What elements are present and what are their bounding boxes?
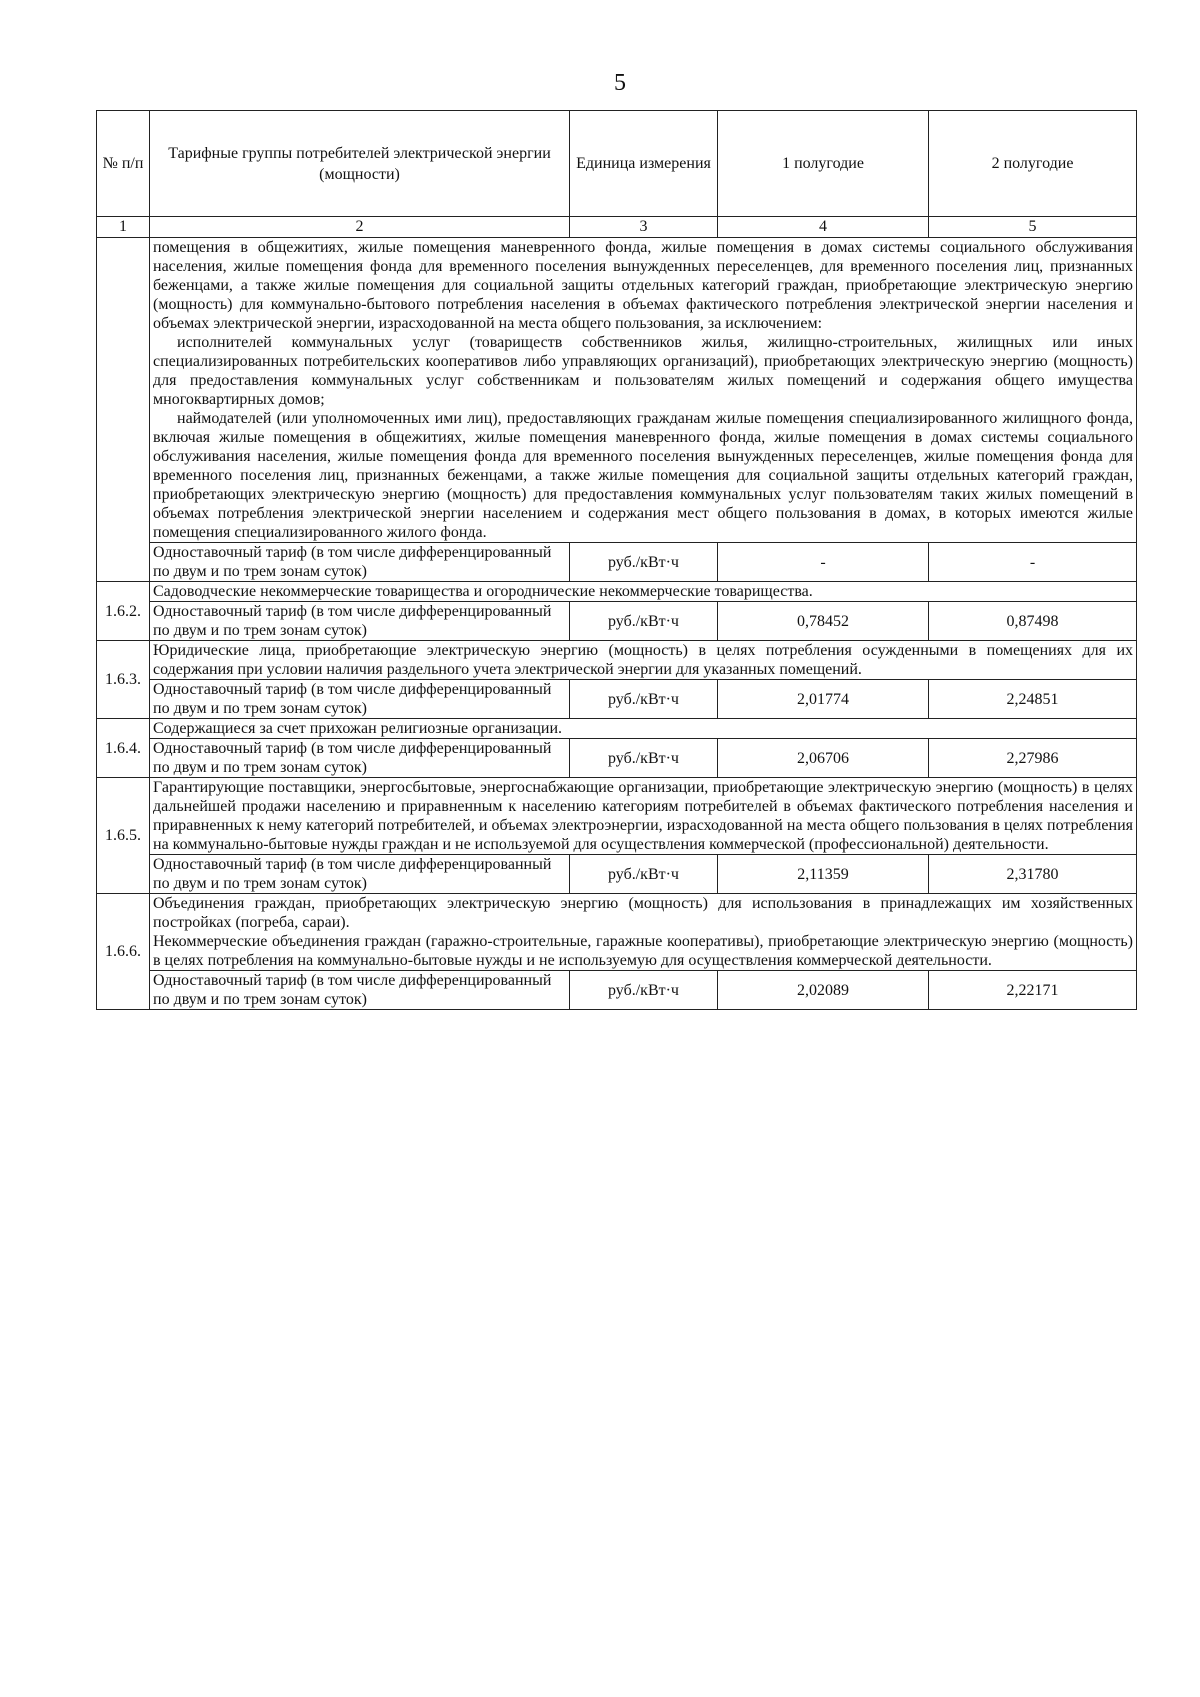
tariff-unit: руб./кВт·ч	[570, 739, 718, 778]
table-row	[97, 543, 1137, 582]
group-description: Гарантирующие поставщики, энергосбытовые, энергоснабжающие организации, приобретающие электрическую энергию (мощность) в целях дальнейшей продажи населению и приравненным к населению категориям потребителей в объемах фактического потребления населения и приравненных к нему категорий потребителей, и объемах электроэнергии, израсходованной на места общего пользования в целях потребления на коммунально-бытовые нужды граждан и не используемой для осуществления коммерческой (профессиональной) деятельности.	[150, 778, 1137, 855]
table-row	[97, 719, 1137, 739]
table-row	[97, 894, 1137, 971]
column-number: 3	[570, 217, 718, 238]
description-paragraph: помещения в общежитиях, жилые помещения маневренного фонда, жилые помещения в домах системы социального обслуживания населения, жилые помещения фонда для временного поселения вынужденных переселенцев, для временного поселения лиц, признанных беженцами, а также жилые помещения для социальной защиты отдельных категорий граждан, приобретающие электрическую энергию (мощность) для коммунально-бытового потребления населения в объемах фактического потребления электрической энергии населения и объемах электрической энергии, израсходованной на места общего пользования, за исключением:	[153, 239, 1133, 332]
group-description	[150, 238, 1137, 543]
table-row	[97, 680, 1137, 719]
tariff-unit: руб./кВт·ч	[570, 602, 718, 641]
table-row	[97, 971, 1137, 1010]
header-tariff-groups: Тарифные группы потребителей электрической энергии (мощности)	[150, 111, 570, 217]
tariff-value-h2: 2,24851	[929, 680, 1137, 719]
description-paragraph: исполнителей коммунальных услуг (товариществ собственников жилья, жилищно-строительных, жилищных или иных специализированных потребительских кооперативов либо управляющих организаций), приобретающих электрическую энергию (мощность) для предоставления коммунальных услуг собственникам и пользователям жилых помещений и содержания общего имущества многоквартирных домов;	[153, 334, 1133, 408]
tariff-name: Одноставочный тариф (в том числе дифференцированный по двум и по трем зонам суток)	[150, 971, 570, 1010]
tariff-value-h2: 2,22171	[929, 971, 1137, 1010]
tariff-value-h2: 2,31780	[929, 855, 1137, 894]
tariff-table	[96, 110, 1137, 1010]
description-paragraph: наймодателей (или уполномоченных ими лиц), предоставляющих гражданам жилые помещения специализированного жилищного фонда, включая жилые помещения в общежитиях, жилые помещения маневренного фонда, жилые помещения в домах системы социального обслуживания населения, жилые помещения фонда для временного поселения вынужденных переселенцев, жилые помещения фонда для временного поселения лиц, признанных беженцами, а также жилые помещения для социальной защиты отдельных категорий граждан, приобретающих электрическую энергию (мощность) для предоставления коммунальных услуг пользователям таких жилых помещений в объемах потребления электрической энергии населением и содержания мест общего пользования в домах, в которых имеются жилые помещения специализированного жилого фонда.	[153, 410, 1133, 541]
header-number: № п/п	[97, 111, 150, 217]
group-description	[150, 894, 1137, 971]
column-number: 5	[929, 217, 1137, 238]
table-row	[97, 855, 1137, 894]
tariff-value-h1: 2,06706	[718, 739, 929, 778]
group-description: Содержащиеся за счет прихожан религиозные организации.	[150, 719, 1137, 739]
tariff-unit: руб./кВт·ч	[570, 855, 718, 894]
tariff-unit: руб./кВт·ч	[570, 971, 718, 1010]
header-unit: Единица измерения	[570, 111, 718, 217]
tariff-value-h2: -	[929, 543, 1137, 582]
tariff-unit: руб./кВт·ч	[570, 543, 718, 582]
header-half-year-1: 1 полугодие	[718, 111, 929, 217]
tariff-value-h2: 2,27986	[929, 739, 1137, 778]
table-row	[97, 739, 1137, 778]
column-number-row	[97, 217, 1137, 238]
table-row	[97, 641, 1137, 680]
table-row	[97, 602, 1137, 641]
tariff-name: Одноставочный тариф (в том числе дифференцированный по двум и по трем зонам суток)	[150, 602, 570, 641]
table-row	[97, 778, 1137, 855]
table-header-row	[97, 111, 1137, 217]
row-number: 1.6.3.	[97, 641, 150, 719]
group-description: Юридические лица, приобретающие электрическую энергию (мощность) в целях потребления осужденными в помещениях для их содержания при условии наличия раздельного учета электрической энергии для указанных помещений.	[150, 641, 1137, 680]
table-row	[97, 238, 1137, 543]
tariff-name: Одноставочный тариф (в том числе дифференцированный по двум и по трем зонам суток)	[150, 543, 570, 582]
tariff-name: Одноставочный тариф (в том числе дифференцированный по двум и по трем зонам суток)	[150, 855, 570, 894]
description-paragraph: Объединения граждан, приобретающих электрическую энергию (мощность) для использования в принадлежащих им хозяйственных постройках (погреба, сараи).	[153, 895, 1133, 931]
tariff-value-h1: -	[718, 543, 929, 582]
group-description: Садоводческие некоммерческие товарищества и огороднические некоммерческие товарищества.	[150, 582, 1137, 602]
tariff-name: Одноставочный тариф (в том числе дифференцированный по двум и по трем зонам суток)	[150, 680, 570, 719]
tariff-unit: руб./кВт·ч	[570, 680, 718, 719]
tariff-value-h1: 2,02089	[718, 971, 929, 1010]
row-number: 1.6.4.	[97, 719, 150, 778]
row-number: 1.6.2.	[97, 582, 150, 641]
description-paragraph: Некоммерческие объединения граждан (гаражно-строительные, гаражные кооперативы), приобретающие электрическую энергию (мощность) в целях потребления на коммунально-бытовые нужды и не используемую для осуществления коммерческой деятельности.	[153, 933, 1133, 969]
header-half-year-2: 2 полугодие	[929, 111, 1137, 217]
tariff-value-h1: 2,01774	[718, 680, 929, 719]
tariff-value-h1: 2,11359	[718, 855, 929, 894]
tariff-name: Одноставочный тариф (в том числе дифференцированный по двум и по трем зонам суток)	[150, 739, 570, 778]
column-number: 1	[97, 217, 150, 238]
column-number: 4	[718, 217, 929, 238]
row-number: 1.6.6.	[97, 894, 150, 1010]
tariff-value-h1: 0,78452	[718, 602, 929, 641]
tariff-value-h2: 0,87498	[929, 602, 1137, 641]
row-number: 1.6.5.	[97, 778, 150, 894]
column-number: 2	[150, 217, 570, 238]
page-number: 5	[614, 70, 626, 96]
row-number-empty	[97, 238, 150, 582]
table-row	[97, 582, 1137, 602]
